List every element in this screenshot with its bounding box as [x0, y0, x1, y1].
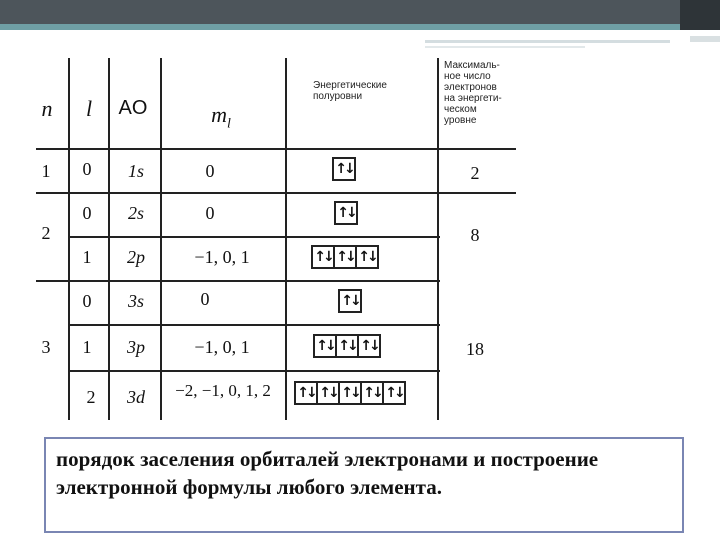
orbital-boxes: [313, 334, 379, 358]
row-ml: 0: [205, 161, 215, 181]
header-n: n: [41, 96, 53, 121]
orbital-cell: ↑↓: [338, 289, 362, 313]
max-electrons: 18: [466, 339, 484, 359]
row-ml: −1, 0, 1: [194, 337, 250, 357]
orbital-cell: ↑↓: [357, 334, 381, 358]
table-hline: [36, 280, 440, 282]
level-n: 2: [41, 223, 51, 243]
orbital-cell: ↑↓: [333, 245, 357, 269]
header-max-electrons: Максималь- ное число электронов на энергети- ческом уровне: [444, 60, 502, 126]
row-ao: 1s: [127, 161, 144, 181]
slide-accent-stripe: [0, 24, 720, 30]
row-ao: 3p: [127, 337, 145, 357]
orbital-cell: ↑↓: [311, 245, 335, 269]
orbital-boxes: [311, 245, 377, 269]
orbital-cell: ↑↓: [360, 381, 384, 405]
decor-line: [425, 46, 585, 48]
orbital-boxes: [338, 289, 360, 313]
orbital-cell: ↑↓: [332, 157, 356, 181]
orbital-boxes: [332, 157, 354, 181]
table-vline: [285, 58, 287, 420]
orbital-boxes: [294, 381, 404, 405]
row-ao: 2s: [127, 203, 144, 223]
level-n: 1: [41, 161, 51, 181]
orbital-cell: ↑↓: [338, 381, 362, 405]
orbital-cell: ↑↓: [313, 334, 337, 358]
table-hline: [68, 324, 440, 326]
table-vline: [68, 58, 70, 420]
level-n: 3: [41, 337, 51, 357]
decor-line: [425, 40, 670, 43]
row-ao: 3d: [127, 387, 145, 407]
row-ao: 3s: [127, 291, 144, 311]
header-l: l: [85, 96, 93, 121]
row-l: 2: [86, 387, 96, 407]
row-ml: −2, −1, 0, 1, 2: [175, 381, 271, 400]
header-ml: [196, 104, 246, 131]
orbital-cell: ↑↓: [335, 334, 359, 358]
table-vline: [160, 58, 162, 420]
header-energy-sublevels: Энергетические полуровни: [313, 80, 387, 102]
orbital-cell: ↑↓: [355, 245, 379, 269]
slide-top-bar: [0, 0, 720, 24]
orbital-cell: ↑↓: [294, 381, 318, 405]
orbital-cell: ↑↓: [382, 381, 406, 405]
table-vline: [437, 58, 439, 420]
row-ml: 0: [205, 203, 215, 223]
row-ml: −1, 0, 1: [194, 247, 250, 267]
slide-corner-block: [680, 0, 720, 30]
orbital-cell: ↑↓: [334, 201, 358, 225]
row-l: 1: [82, 247, 92, 267]
orbital-boxes: [334, 201, 356, 225]
decor-line: [690, 36, 720, 42]
max-electrons: 8: [470, 225, 480, 245]
table-hline: [36, 192, 516, 194]
header-ml-sub: l: [227, 116, 231, 132]
row-ml: 0: [200, 289, 210, 309]
table-hline: [68, 236, 440, 238]
table-hline: [68, 370, 440, 372]
header-ao: AO: [118, 97, 148, 119]
table-hline: [36, 148, 516, 150]
row-l: 0: [82, 203, 92, 223]
row-l: 1: [82, 337, 92, 357]
row-l: 0: [82, 159, 92, 179]
row-l: 0: [82, 291, 92, 311]
orbital-cell: ↑↓: [316, 381, 340, 405]
caption-text-box: порядок заселения орбиталей электронами и построение электронной формулы любого элемента.: [44, 437, 684, 533]
max-electrons: 2: [470, 163, 480, 183]
row-ao: 2p: [127, 247, 145, 267]
header-ml-main: m: [211, 102, 227, 127]
